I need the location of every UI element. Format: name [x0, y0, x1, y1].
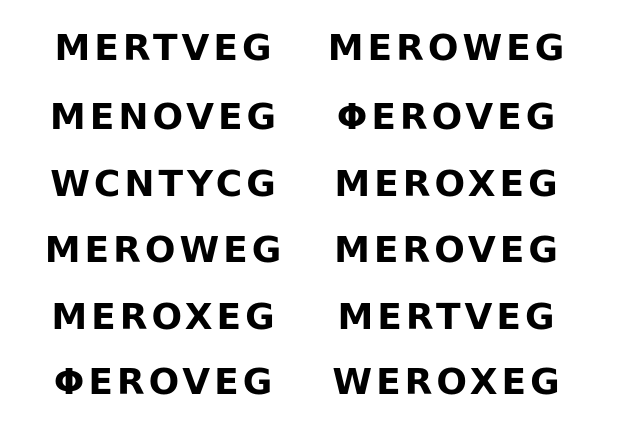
- specimen-right-1: MEROWEG: [327, 28, 569, 68]
- specimen-right-5: MERTVEG: [337, 297, 559, 337]
- specimen-left-2: MENOVEG: [49, 97, 281, 137]
- specimen-right-3: MEROXEG: [334, 164, 562, 204]
- specimen-left-4: MEROWEG: [44, 230, 286, 270]
- specimen-left-5: MEROXEG: [51, 297, 279, 337]
- specimen-right-2: ΦEROVEG: [336, 97, 560, 137]
- specimen-left-1: MERTVEG: [54, 28, 276, 68]
- specimen-right-6: WEROXEG: [332, 362, 564, 402]
- specimen-left-6: ΦEROVEG: [53, 362, 277, 402]
- specimen-left-3: WCNTYCG: [50, 164, 280, 204]
- specimen-right-4: MEROVEG: [334, 230, 562, 270]
